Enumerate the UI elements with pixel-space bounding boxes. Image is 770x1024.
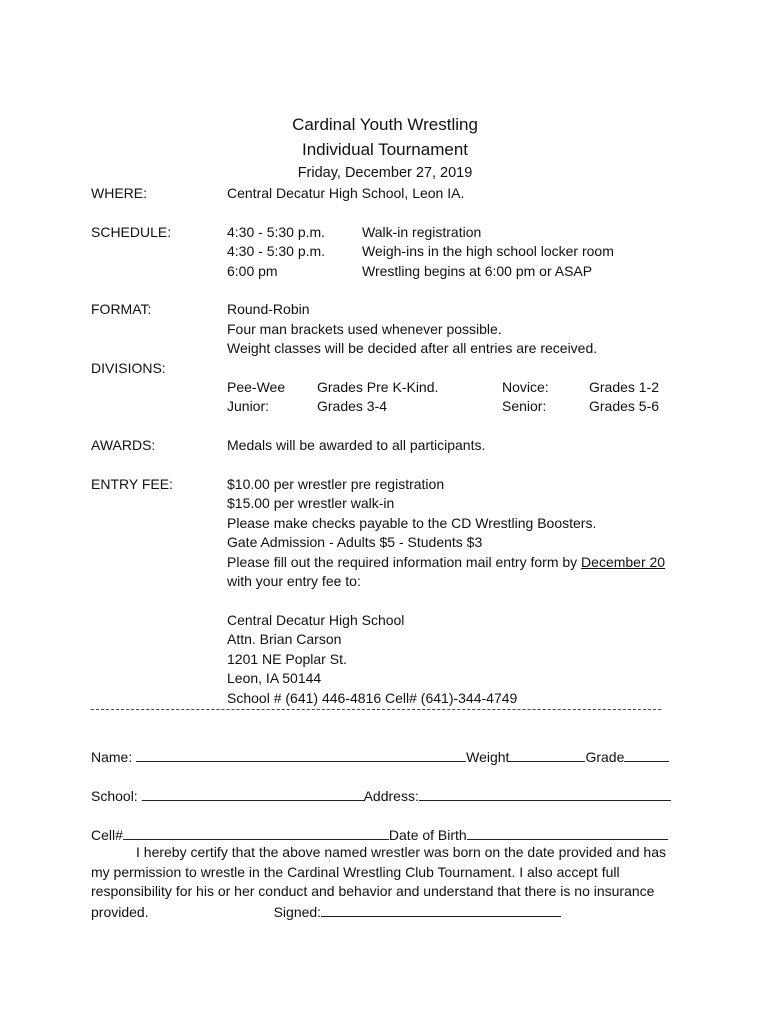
format-line-3: Weight classes will be decided after all entries are received.	[227, 340, 598, 356]
format-line-1: Round-Robin	[227, 301, 310, 317]
dob-label: Date of Birth	[388, 827, 467, 843]
cut-line-divider	[91, 709, 661, 710]
address-field[interactable]	[419, 786, 671, 801]
certification-paragraph	[91, 843, 676, 922]
mail-instruction: Please fill out the required information mail entry form by	[227, 554, 582, 570]
schedule-event-3: Wrestling begins at 6:00 pm or ASAP	[362, 263, 593, 279]
title-line-2: Individual Tournament	[301, 140, 468, 159]
schedule-time-2: 4:30 - 5:30 p.m.	[227, 243, 326, 259]
awards-label: AWARDS:	[91, 437, 156, 453]
format-line-2: Four man brackets used whenever possible.	[227, 321, 502, 337]
schedule-event-1: Walk-in registration	[362, 224, 482, 240]
school-label: School:	[91, 788, 138, 804]
division-name-senior: Senior:	[502, 398, 547, 414]
name-label: Name:	[91, 749, 133, 765]
signed-label: Signed:	[273, 903, 322, 920]
event-date: Friday, December 27, 2019	[297, 165, 473, 181]
format-label: FORMAT:	[91, 301, 152, 317]
weight-field[interactable]	[509, 747, 585, 762]
division-grades-novice: Grades 1-2	[589, 379, 660, 395]
school-field[interactable]	[142, 786, 364, 801]
address-label: Address:	[363, 788, 419, 804]
weight-label: Weight	[466, 749, 510, 765]
schedule-time-3: 6:00 pm	[227, 263, 278, 279]
cell-label: Cell#	[91, 827, 123, 843]
signature-field[interactable]	[321, 902, 561, 917]
where-label: WHERE:	[91, 185, 147, 201]
school-address-row	[91, 786, 671, 807]
address-line-4: Leon, IA 50144	[227, 670, 322, 686]
division-name-junior: Junior:	[227, 398, 270, 414]
title-line-1: Cardinal Youth Wrestling	[292, 115, 478, 134]
entry-fee-mail-suffix: with your entry fee to:	[227, 573, 361, 589]
division-name-novice: Novice:	[502, 379, 549, 395]
schedule-time-1: 4:30 - 5:30 p.m.	[227, 224, 326, 240]
entry-fee-line-2: $15.00 per wrestler walk-in	[227, 495, 395, 511]
schedule-label: SCHEDULE:	[91, 224, 172, 240]
cell-field[interactable]	[123, 825, 389, 840]
entry-fee-label: ENTRY FEE:	[91, 476, 173, 492]
schedule-event-2: Weigh-ins in the high school locker room	[362, 243, 614, 259]
certify-text: I hereby certify that the above named wrestler was born on the date provided and has my permission to wrestle in the Cardinal Wrestling Club Tournament. I also accept full responsibility for his or her conduct and behavior and understand that there is no insurance provided.	[91, 844, 666, 920]
name-weight-grade-row	[91, 747, 669, 768]
entry-fee-line-4: Gate Admission - Adults $5 - Students $3	[227, 534, 483, 550]
division-grades-junior: Grades 3-4	[317, 398, 388, 414]
divisions-label: DIVISIONS:	[91, 360, 166, 376]
entry-fee-line-3: Please make checks payable to the CD Wrestling Boosters.	[227, 515, 597, 531]
address-line-3: 1201 NE Poplar St.	[227, 651, 347, 667]
address-line-2: Attn. Brian Carson	[227, 631, 342, 647]
where-value: Central Decatur High School, Leon IA.	[227, 185, 465, 201]
mail-deadline: December 20	[581, 554, 666, 570]
awards-value: Medals will be awarded to all participants.	[227, 437, 486, 453]
name-field[interactable]	[136, 747, 466, 762]
entry-fee-line-1: $10.00 per wrestler pre registration	[227, 476, 445, 492]
grade-label: Grade	[585, 749, 625, 765]
division-name-peewee: Pee-Wee	[227, 379, 286, 395]
address-line-5: School # (641) 446-4816 Cell# (641)-344-4749	[227, 690, 518, 706]
address-line-1: Central Decatur High School	[227, 612, 405, 628]
division-grades-peewee: Grades Pre K-Kind.	[317, 379, 439, 395]
grade-field[interactable]	[624, 747, 669, 762]
division-grades-senior: Grades 5-6	[589, 398, 660, 414]
entry-fee-mail-line	[227, 553, 665, 573]
dob-field[interactable]	[467, 825, 668, 840]
